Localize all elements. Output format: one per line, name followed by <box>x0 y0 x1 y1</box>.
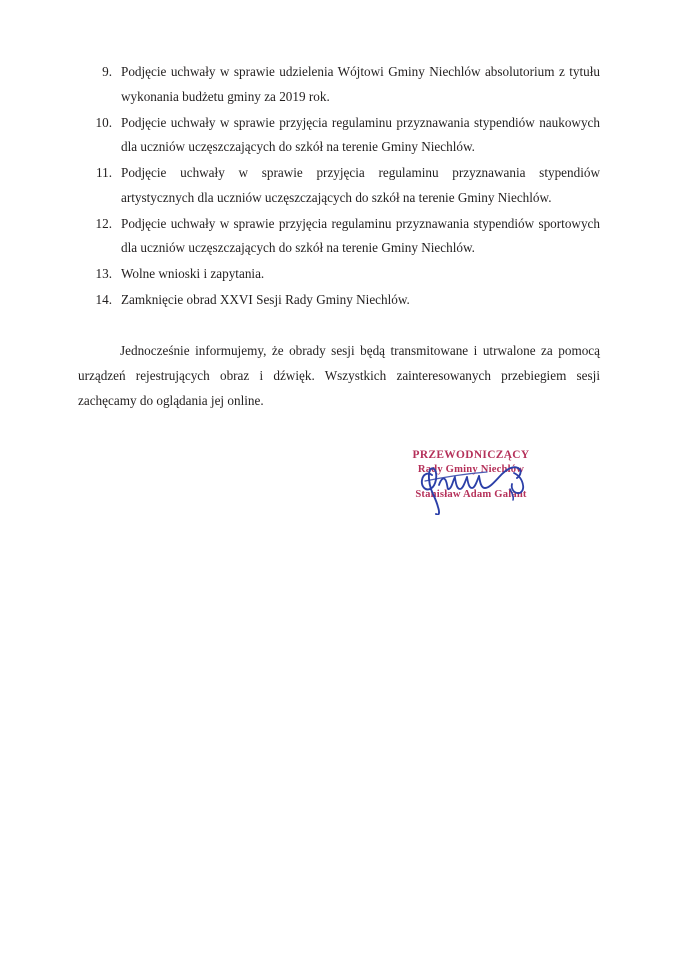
list-item <box>78 262 600 287</box>
list-item <box>78 288 600 313</box>
list-item-number: 12. <box>95 215 112 231</box>
notice-paragraph: Jednocześnie informujemy, że obrady sesji będą transmitowane i utrwalone za pomocą urządzeń rejestrujących obraz i dźwięk. Wszystkich zainteresowanych przebiegiem sesji zachęcamy do oglądania jej online. <box>78 343 600 408</box>
list-item-text: Podjęcie uchwały w sprawie udzielenia Wójtowi Gminy Niechlów absolutorium z tytułu wykonania budżetu gminy za 2019 rok. <box>121 64 600 104</box>
list-item <box>78 60 600 109</box>
stamp-title: PRZEWODNICZĄCY <box>412 449 530 461</box>
list-item-text: Wolne wnioski i zapytania. <box>121 266 265 281</box>
list-item-text: Zamknięcie obrad XXVI Sesji Rady Gminy Niechlów. <box>121 292 410 307</box>
signer-name: Stanisław Adam Galant <box>415 489 527 500</box>
list-item <box>78 212 600 261</box>
signature-block <box>396 449 546 515</box>
list-item-text: Podjęcie uchwały w sprawie przyjęcia regulaminu przyznawania stypendiów naukowych dla uczniów uczęszczających do szkół na terenie Gminy Niechlów. <box>121 114 600 154</box>
list-item-number: 11. <box>96 165 112 180</box>
list-item-number: 13. <box>95 266 112 281</box>
stamp-body: Rady Gminy Niechlów <box>417 464 525 475</box>
list-item-number: 10. <box>95 114 112 130</box>
agenda-list <box>78 60 600 314</box>
list-item-text: Podjęcie uchwały w sprawie przyjęcia regulaminu przyznawania stypendiów artystycznych dla uczniów uczęszczających do szkół na terenie Gminy Niechlów. <box>121 165 600 205</box>
list-item <box>78 161 600 210</box>
list-item <box>78 111 600 160</box>
list-item-number: 14. <box>95 292 112 307</box>
list-item-text: Podjęcie uchwały w sprawie przyjęcia regulaminu przyznawania stypendiów sportowych dla uczniów uczęszczających do szkół na terenie Gminy Niechlów. <box>121 215 600 255</box>
list-item-number: 9. <box>102 64 112 79</box>
